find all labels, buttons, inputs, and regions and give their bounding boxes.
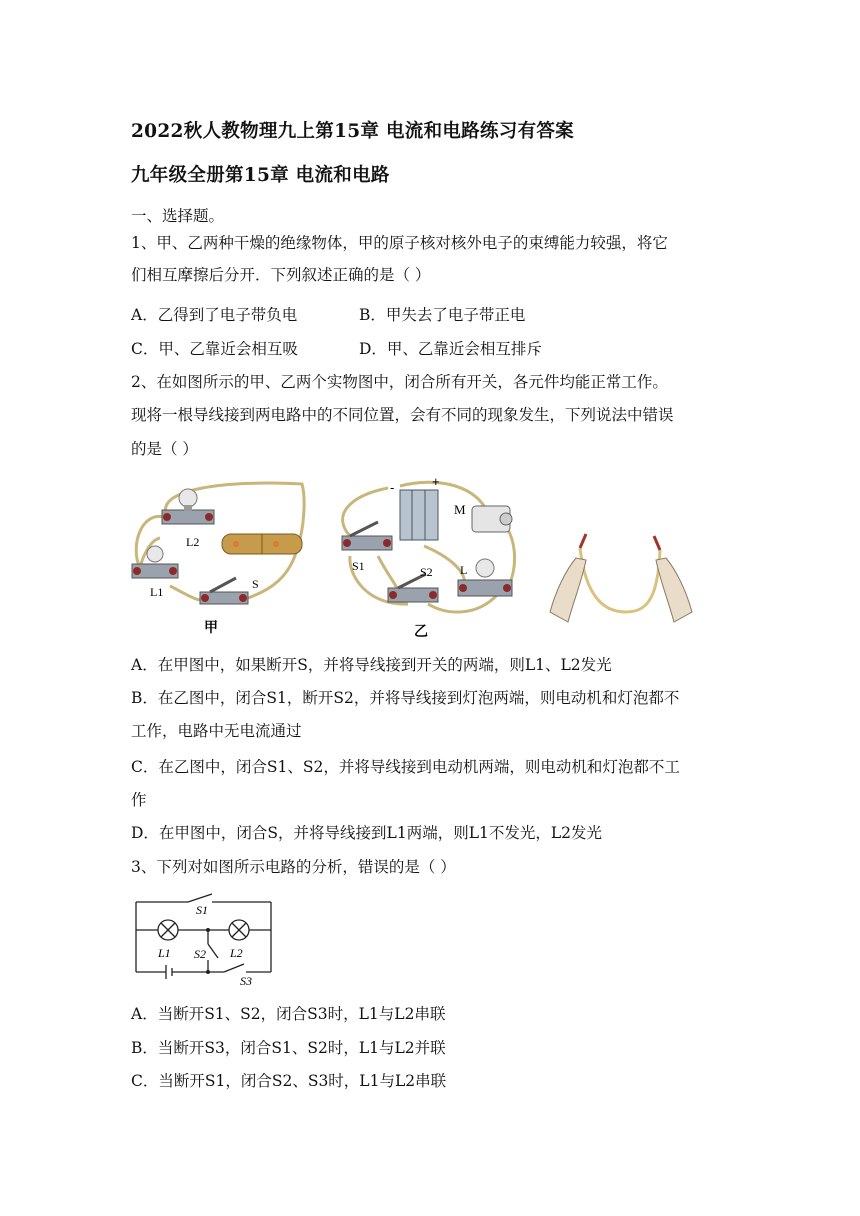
- q3-option-a: A．当断开S1、S2，闭合S3时，L1与L2串联: [131, 1005, 446, 1023]
- q2-option-b-line2: 工作，电路中无电流通过: [131, 722, 302, 740]
- battery-minus: -: [390, 480, 395, 495]
- fig-label-s1: S1: [352, 559, 365, 573]
- q1-option-a: A．乙得到了电子带负电: [131, 306, 298, 324]
- q3-label-s3: S3: [240, 974, 252, 986]
- q3-option-b: B．当断开S3，闭合S1、S2时，L1与L2并联: [131, 1039, 446, 1057]
- document-title: 2022秋人教物理九上第15章 电流和电路练习有答案: [131, 121, 574, 142]
- chapter-title: 九年级全册第15章 电流和电路: [131, 165, 390, 186]
- q3-label-l2: L2: [230, 946, 243, 960]
- q1-option-d: D．甲、乙靠近会相互排斥: [359, 340, 542, 358]
- q1-option-c: C．甲、乙靠近会相互吸: [131, 340, 298, 358]
- q1-stem-line1: 1、甲、乙两种干燥的绝缘物体，甲的原子核对核外电子的束缚能力较强，将它: [131, 234, 668, 252]
- q2-option-b-line1: B．在乙图中，闭合S1，断开S2，并将导线接到灯泡两端，则电动机和灯泡都不: [131, 689, 680, 707]
- fig-label-l2: L2: [186, 535, 200, 549]
- q3-label-l1: L1: [158, 946, 171, 960]
- q2-option-a: A．在甲图中，如果断开S，并将导线接到开关的两端，则L1、L2发光: [131, 656, 612, 674]
- q3-option-c: C．当断开S1，闭合S2、S3时，L1与L2串联: [131, 1072, 447, 1090]
- section-heading: 一、选择题。: [131, 207, 225, 225]
- q2-stem-line1: 2、在如图所示的甲、乙两个实物图中，闭合所有开关，各元件均能正常工作。: [131, 373, 668, 391]
- fig-label-yi: 乙: [414, 624, 428, 640]
- fig-label-l: L: [460, 563, 468, 577]
- q2-stem-line3: 的是（ ）: [131, 440, 198, 458]
- fig-label-m: M: [454, 502, 466, 517]
- q1-options-row1: [131, 303, 525, 325]
- q2-stem-line2: 现将一根导线接到两电路中的不同位置，会有不同的现象发生，下列说法中错误: [131, 406, 674, 424]
- battery-plus: +: [432, 476, 440, 489]
- q3-label-s1: S1: [196, 903, 208, 917]
- fig-label-s: S: [252, 577, 259, 591]
- fig-label-s2: S2: [420, 565, 433, 579]
- circuit-diagram-q3: [128, 886, 278, 986]
- q2-option-d: D．在甲图中，闭合S，并将导线接到L1两端，则L1不发光，L2发光: [131, 824, 603, 842]
- q3-stem: 3、下列对如图所示电路的分析，错误的是（ ）: [131, 858, 456, 876]
- fig-label-jia: 甲: [204, 620, 218, 636]
- circuit-jia-figure: [130, 478, 310, 638]
- q1-stem-line2: 们相互摩擦后分开．下列叙述正确的是（ ）: [131, 266, 431, 284]
- fig-label-l1: L1: [150, 585, 164, 599]
- q3-label-s2: S2: [194, 947, 206, 961]
- circuit-yi-figure: [328, 476, 518, 640]
- q1-options-row2: [131, 337, 542, 359]
- q2-option-c-line2: 作: [131, 791, 147, 809]
- hands-wire-figure: [546, 530, 696, 625]
- q2-option-c-line1: C．在乙图中，闭合S1、S2，并将导线接到电动机两端，则电动机和灯泡都不工: [131, 758, 680, 776]
- q1-option-b: B．甲失去了电子带正电: [359, 306, 526, 324]
